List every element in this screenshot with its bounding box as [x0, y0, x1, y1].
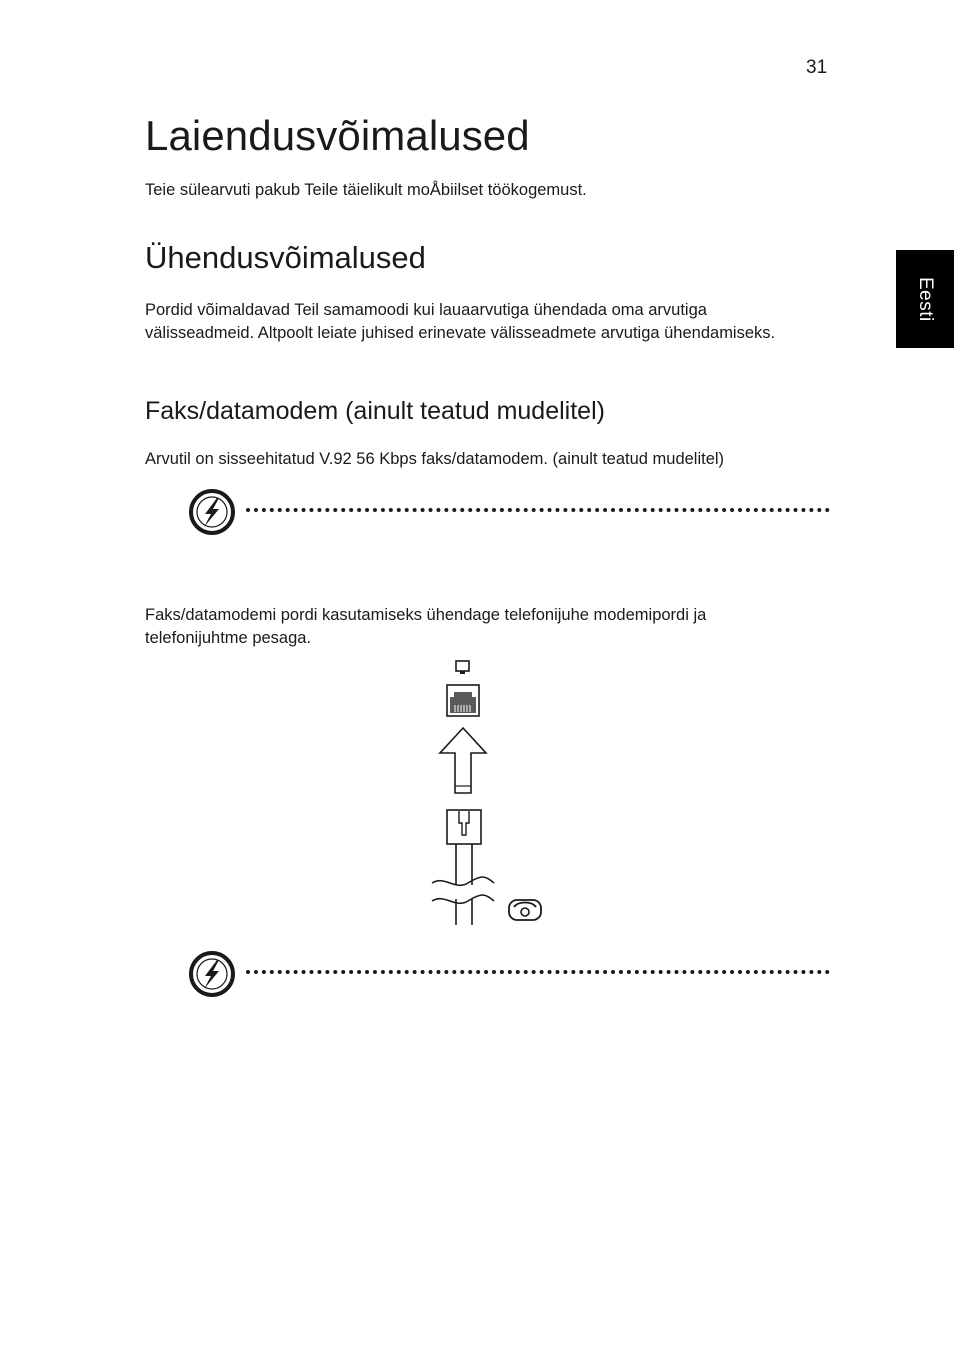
rj11-plug-icon: [447, 810, 481, 844]
language-tab: [896, 250, 954, 348]
telephone-icon: [509, 900, 541, 920]
warning-note-1: [188, 488, 236, 541]
intro-text: Teie sülearvuti pakub Teile täielikult moÅbiilset töökogemust.: [145, 181, 587, 199]
warning-lightning-icon: [188, 950, 236, 998]
language-tab-label: Eesti: [915, 276, 936, 322]
up-arrow-icon: [440, 728, 486, 793]
warning-lightning-icon: [188, 488, 236, 536]
modem-instructions: Faks/datamodemi pordi kasutamiseks ühendage telefonijuhe modemipordi ja telefonijuhtme pesaga.: [145, 606, 707, 647]
modem-connection-diagram: [420, 655, 550, 930]
phone-cable: [432, 844, 494, 925]
warning-divider-1: [246, 508, 830, 512]
page-title: Laiendusvõimalused: [145, 112, 530, 159]
subsection-heading: Faks/datamodem (ainult teatud mudelitel): [145, 397, 605, 425]
warning-divider-2: [246, 970, 830, 974]
modem-description: Arvutil on sisseehitatud V.92 56 Kbps faks/datamodem. (ainult teatud mudelitel): [145, 450, 725, 468]
warning-note-2: [188, 950, 236, 1003]
rj11-socket-icon: [447, 685, 479, 716]
section-paragraph: Pordid võimaldavad Teil samamoodi kui lauaarvutiga ühendada oma arvutiga välisseadmeid. Altpoolt leiate juhised erinevate välisseadmete arvutiga ühendamiseks.: [145, 301, 776, 342]
section-heading: Ühendusvõimalused: [145, 240, 426, 275]
modem-port-icon: [456, 661, 469, 674]
page-number: 31: [806, 57, 828, 78]
